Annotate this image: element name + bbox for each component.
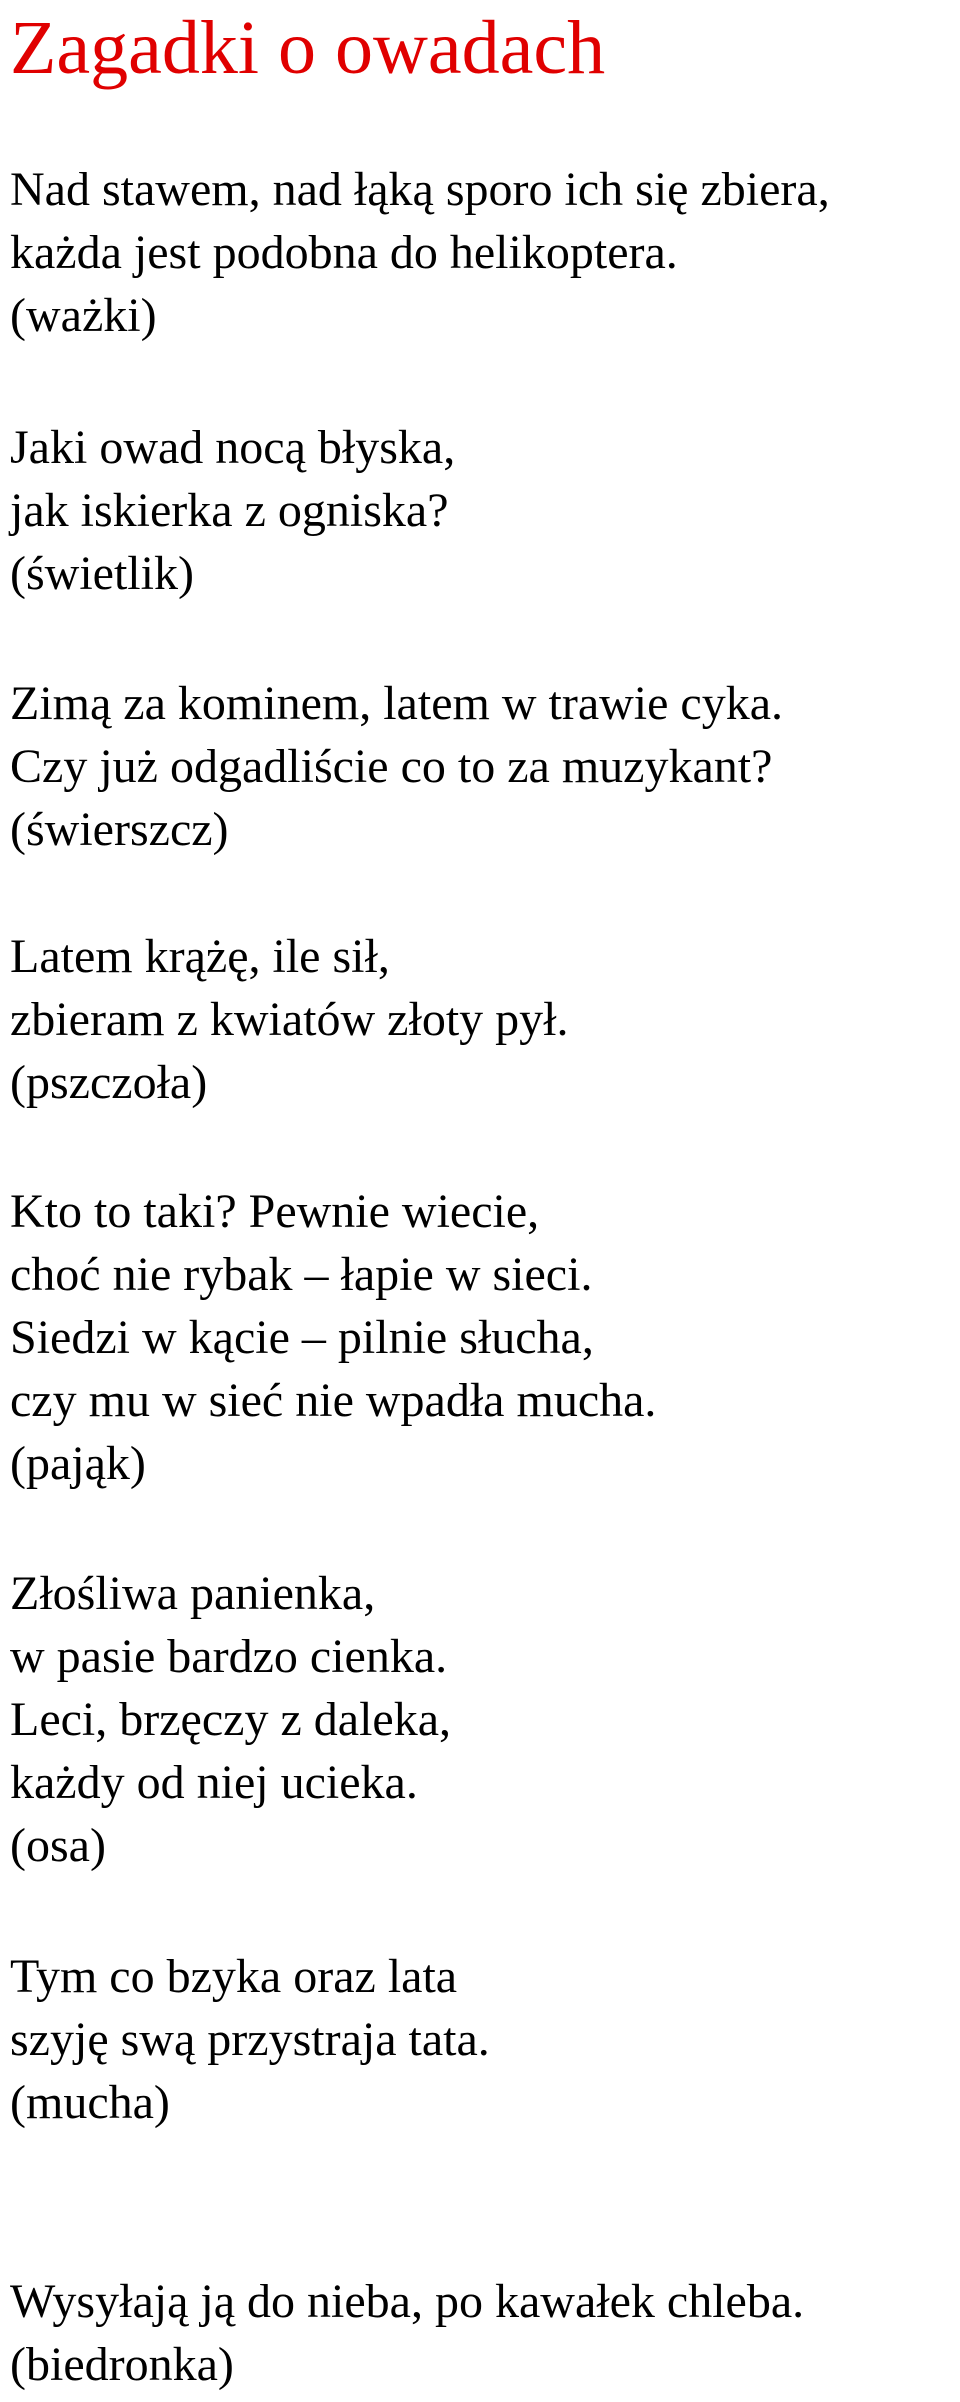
riddle-swierszcz (10, 672, 783, 861)
riddle-line: Leci, brzęczy z daleka, (10, 1693, 452, 1746)
riddle-biedronka (10, 2270, 804, 2396)
riddle-answer: (pszczoła) (10, 1056, 208, 1109)
riddle-line: Wysyłają ją do nieba, po kawałek chleba. (10, 2275, 805, 2328)
riddle-line: Jaki owad nocą błyska, (10, 421, 456, 474)
riddle-line: Nad stawem, nad łąką sporo ich się zbiera, (10, 163, 830, 216)
riddle-answer: (świetlik) (10, 547, 194, 600)
riddle-line: jak iskierka z ogniska? (10, 484, 449, 537)
riddle-osa (10, 1562, 451, 1877)
riddle-vazki (10, 158, 830, 347)
riddle-line: w pasie bardzo cienka. (10, 1630, 448, 1683)
riddle-line: Tym co bzyka oraz lata (10, 1950, 458, 2003)
riddle-line: szyję swą przystraja tata. (10, 2013, 490, 2066)
riddle-line: choć nie rybak – łapie w sieci. (10, 1248, 593, 1301)
riddle-line: Czy już odgadliście co to za muzykant? (10, 740, 773, 793)
riddle-answer: (ważki) (10, 289, 157, 342)
riddle-answer: (mucha) (10, 2076, 170, 2129)
riddle-line: zbieram z kwiatów złoty pył. (10, 993, 569, 1046)
riddle-line: Latem krążę, ile sił, (10, 930, 390, 983)
document-title: Zagadki o owadach (10, 6, 606, 90)
riddle-answer: (pająk) (10, 1437, 146, 1490)
riddle-line: każda jest podobna do helikoptera. (10, 226, 678, 279)
riddle-line: Zimą za kominem, latem w trawie cyka. (10, 677, 784, 730)
riddle-line: czy mu w sieć nie wpadła mucha. (10, 1374, 657, 1427)
riddle-answer: (biedronka) (10, 2338, 234, 2391)
riddle-line: Siedzi w kącie – pilnie słucha, (10, 1311, 594, 1364)
riddle-line: Kto to taki? Pewnie wiecie, (10, 1185, 540, 1238)
riddle-pszczola (10, 925, 569, 1114)
riddle-answer: (świerszcz) (10, 803, 229, 856)
riddle-line: Złośliwa panienka, (10, 1567, 376, 1620)
riddle-pajak (10, 1180, 656, 1495)
riddle-swietlik (10, 416, 455, 605)
riddle-answer: (osa) (10, 1819, 106, 1872)
riddle-mucha (10, 1945, 490, 2134)
riddle-line: każdy od niej ucieka. (10, 1756, 418, 1809)
